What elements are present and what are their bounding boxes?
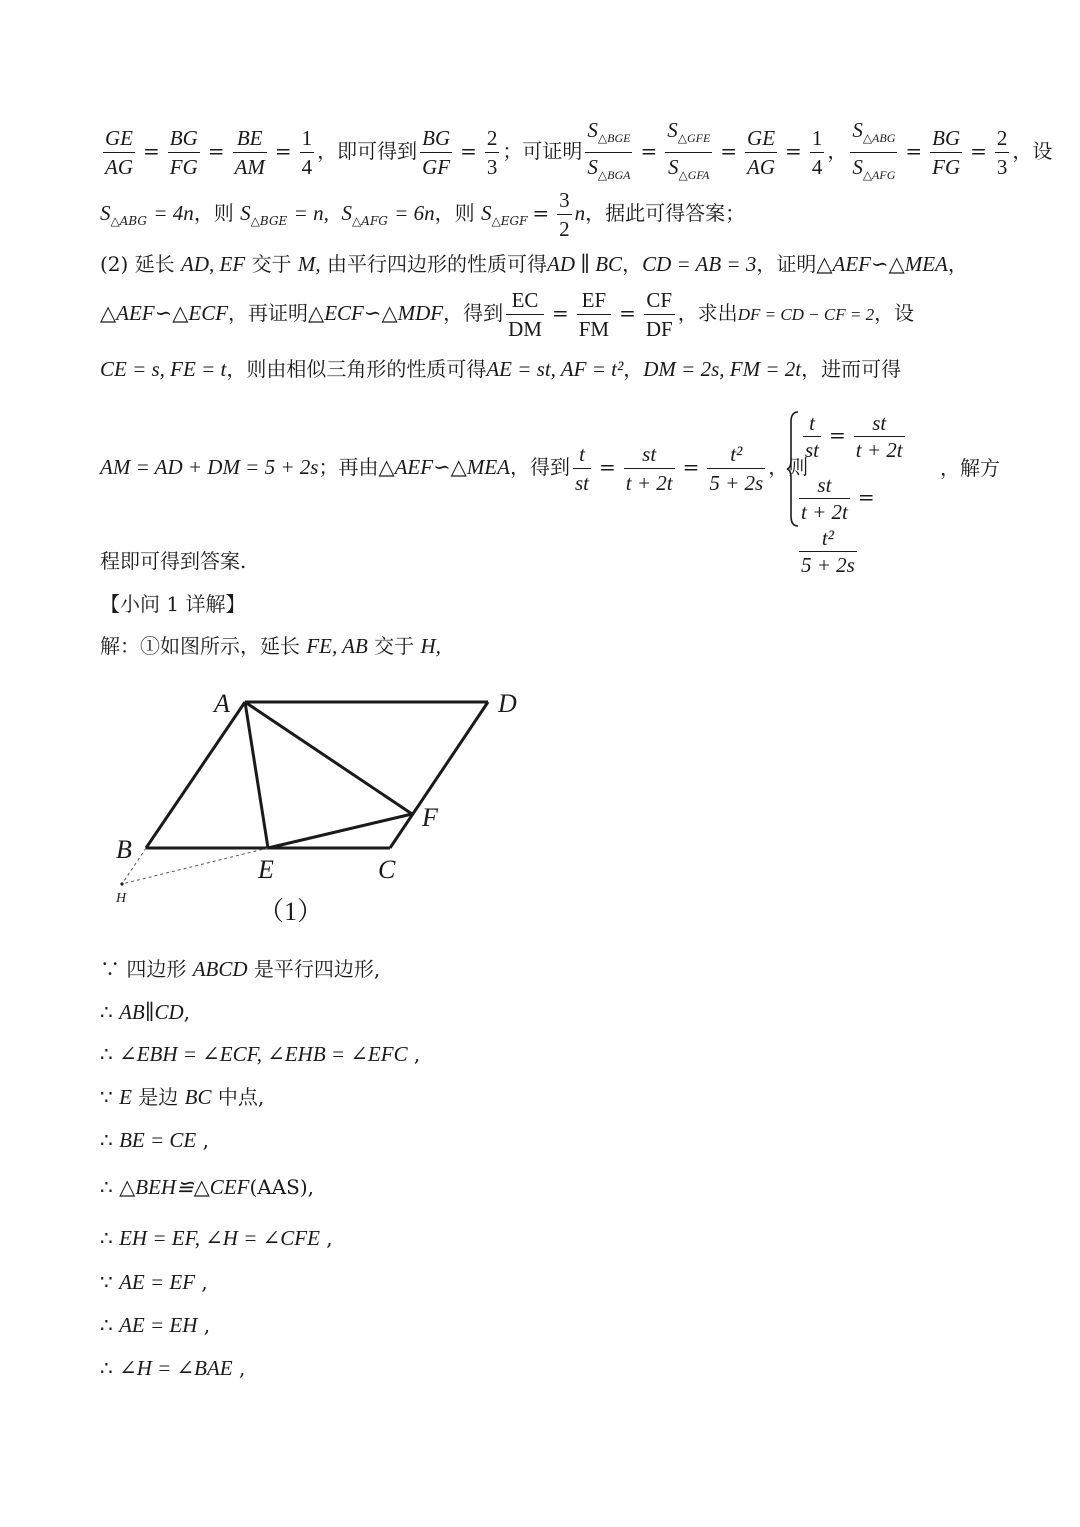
label-e: E bbox=[258, 855, 274, 884]
label-f: F bbox=[422, 803, 438, 832]
fraction: $\frac{2}{3}$ bbox=[996, 126, 1008, 179]
proof-text: , bbox=[319, 1226, 333, 1250]
fraction: $\frac{BG}{GF}$ bbox=[422, 126, 451, 179]
proof-text: , bbox=[407, 1042, 421, 1066]
fraction: $\frac{\text{t²}}{5 + 2s}$ bbox=[709, 442, 764, 495]
fraction: $\frac{GE}{AG}$ bbox=[747, 126, 776, 179]
fraction: $\frac{BG}{FG}$ bbox=[169, 126, 198, 179]
proof-symbol: ∴ bbox=[100, 1128, 120, 1152]
dashed-extensions bbox=[122, 848, 268, 884]
proof-text: ∠H = ∠BAE bbox=[119, 1356, 233, 1380]
fraction: $\frac{st}{t + 2t}$ bbox=[801, 473, 848, 524]
proof-text: △BEH≌△CEF bbox=[119, 1175, 250, 1199]
proof-text: AB∥CD bbox=[119, 1000, 184, 1024]
fraction: $\frac{2}{3}$ bbox=[486, 126, 498, 179]
fraction: $\frac{st}{t + 2t}$ bbox=[855, 411, 903, 462]
proof-text: , bbox=[196, 1128, 209, 1152]
proof-text: ABCD bbox=[192, 957, 248, 981]
fraction: $\frac{EC}{DM}$ bbox=[508, 288, 542, 341]
solution-intro: 解：①如图所示，延长 FE, AB 交于 H, bbox=[100, 634, 441, 658]
proof-step bbox=[100, 1175, 314, 1199]
figure-caption: （1） bbox=[258, 897, 324, 926]
proof-step bbox=[100, 1000, 190, 1024]
fraction: $\frac{GE}{AG}$ bbox=[105, 126, 133, 179]
label-c: C bbox=[378, 855, 396, 884]
area-fraction: $\frac{S_{\triangle ABG}}{S_{\triangle AFG}}$ bbox=[852, 118, 896, 182]
label-a: A bbox=[214, 689, 230, 718]
text: ；可证明 bbox=[502, 139, 583, 163]
proof-symbol: ∵ bbox=[100, 1270, 120, 1294]
fraction: $\frac{3}{2}$ bbox=[559, 188, 570, 241]
fraction: $\frac{t}{st}$ bbox=[805, 411, 820, 462]
proof-symbol: ∴ bbox=[100, 1226, 120, 1250]
proof-symbol: ∴ bbox=[100, 1042, 120, 1066]
proof-text: , bbox=[232, 1356, 246, 1380]
proof-step bbox=[100, 1313, 210, 1337]
proof-text: , bbox=[197, 1313, 211, 1337]
proof-symbol: ∵ bbox=[100, 1085, 120, 1109]
analysis-line-4: △AEF∽△ECF，再证明△ECF∽△MDF，得到 $\frac{EC}{DM}$ = $\frac{EF}{FM}$ = $\frac{CF}{DF}$ ，求出DF = CD − CF = 2，设 bbox=[100, 288, 915, 341]
proof-text: E bbox=[119, 1085, 132, 1109]
analysis-line-3: (2) 延长 AD, EF 交于 M, 由平行四边形的性质可得AD ∥ BC，CD = AB = 3，证明△AEF∽△MEA， bbox=[100, 252, 968, 276]
fraction: $\frac{CF}{DF}$ bbox=[645, 288, 673, 341]
proof-symbol: ∴ bbox=[100, 1175, 120, 1199]
proof-step bbox=[100, 1085, 264, 1109]
segment-af bbox=[245, 702, 412, 814]
proof-symbol: ∴ bbox=[100, 1000, 120, 1024]
proof-text: (AAS), bbox=[249, 1175, 315, 1199]
equation-system: $\frac{t}{st}$ = $\frac{st}{t + 2t}$ $\frac{st}{t + 2t}$ = $\frac{\text{t²}}{5 + 2s}$ bbox=[786, 410, 936, 530]
analysis-line-7: 程即可得到答案. bbox=[100, 549, 247, 573]
fraction: $\frac{BE}{AM}$ bbox=[234, 126, 265, 179]
proof-step bbox=[100, 1270, 208, 1294]
proof-text: 是平行四边形, bbox=[247, 957, 381, 981]
proof-text: ∠EBH = ∠ECF, ∠EHB = ∠EFC bbox=[119, 1042, 408, 1066]
analysis-line-6: AM = AD + DM = 5 + 2s；再由△AEF∽△MEA，得到 $\frac{t}{st}$ = $\frac{st}{t + 2t}$ = $\frac{\text{t²}}{5 + 2s}$ ，则 bbox=[100, 442, 809, 495]
fraction: $\frac{1}{4}$ bbox=[301, 126, 313, 179]
proof-step bbox=[100, 957, 380, 981]
fraction: $\frac{\text{t²}}{5 + 2s}$ bbox=[801, 526, 855, 577]
proof-symbol: ∵ bbox=[100, 957, 127, 981]
proof-text: BC bbox=[184, 1085, 212, 1109]
proof-step bbox=[100, 1128, 209, 1152]
label-h: H bbox=[116, 891, 127, 906]
section-header: 【小问 1 详解】 bbox=[100, 592, 246, 616]
fraction: $\frac{BG}{FG}$ bbox=[932, 126, 961, 179]
text: ，解方 bbox=[940, 456, 1000, 480]
text: ，设 bbox=[1012, 139, 1053, 163]
text: ，即可得到 bbox=[317, 139, 418, 163]
label-b: B bbox=[116, 835, 132, 864]
segment-ae bbox=[245, 702, 268, 848]
proof-text: 中点, bbox=[211, 1085, 265, 1109]
analysis-line-1: $\frac{GE}{AG}$ = $\frac{BG}{FG}$ = $\frac{BE}{AM}$ = $\frac{1}{4}$ ，即可得到 $\frac{BG}{GF}$ = $\frac{2}{3}$ ；可证明 $\frac{S_{\triangle BGE}}{S_{\triangle BGA}}$ = $\frac{S_{\triangle GFE}}{S_{\triangle GFA}}$ = $\frac{GE}{AG}$ = $\frac{1}{4}$ ， $\frac{S_{\triangle ABG}}{S_{\triangle AFG}}$ = $\frac{BG}{FG}$ = $\frac{2}{3}$ ，设 bbox=[100, 116, 1052, 189]
proof-text: 是边 bbox=[131, 1085, 185, 1109]
proof-step bbox=[100, 1042, 420, 1066]
proof-text: AE = EF bbox=[119, 1270, 196, 1294]
proof-text: AE = EH bbox=[119, 1313, 198, 1337]
proof-text: , bbox=[183, 1000, 190, 1024]
fraction: $\frac{st}{t + 2t}$ bbox=[625, 442, 673, 495]
area-fraction: $\frac{S_{\triangle BGE}}{S_{\triangle BGA}}$ bbox=[587, 118, 631, 182]
proof-step bbox=[100, 1226, 333, 1250]
proof-step bbox=[100, 1356, 245, 1380]
segment-ef bbox=[268, 814, 412, 848]
analysis-line-5: CE = s, FE = t，则由相似三角形的性质可得AE = st, AF = t²，DM = 2s, FM = 2t，进而可得 bbox=[100, 357, 902, 381]
fraction: $\frac{1}{4}$ bbox=[811, 126, 823, 179]
fraction: $\frac{t}{st}$ bbox=[574, 442, 589, 495]
proof-text: , bbox=[195, 1270, 208, 1294]
analysis-line-2: $S_{\triangle ABG} = 4n$，则 $S_{\triangle BGE} = n$, $S_{\triangle AFG} = 6n$，则 $S_{\triangle EGF}$ = $\frac{3}{2}$ n，据此可得答案； bbox=[100, 188, 746, 241]
proof-text: 四边形 bbox=[126, 957, 193, 981]
label-d: D bbox=[498, 689, 517, 718]
fraction: $\frac{EF}{FM}$ bbox=[578, 288, 610, 341]
area-fraction: $\frac{S_{\triangle GFE}}{S_{\triangle GFA}}$ bbox=[667, 118, 711, 182]
geometry-figure bbox=[100, 680, 540, 930]
proof-text: BE = CE bbox=[119, 1128, 197, 1152]
proof-symbol: ∴ bbox=[100, 1356, 120, 1380]
proof-text: EH = EF, ∠H = ∠CFE bbox=[119, 1226, 320, 1250]
proof-symbol: ∴ bbox=[100, 1313, 120, 1337]
